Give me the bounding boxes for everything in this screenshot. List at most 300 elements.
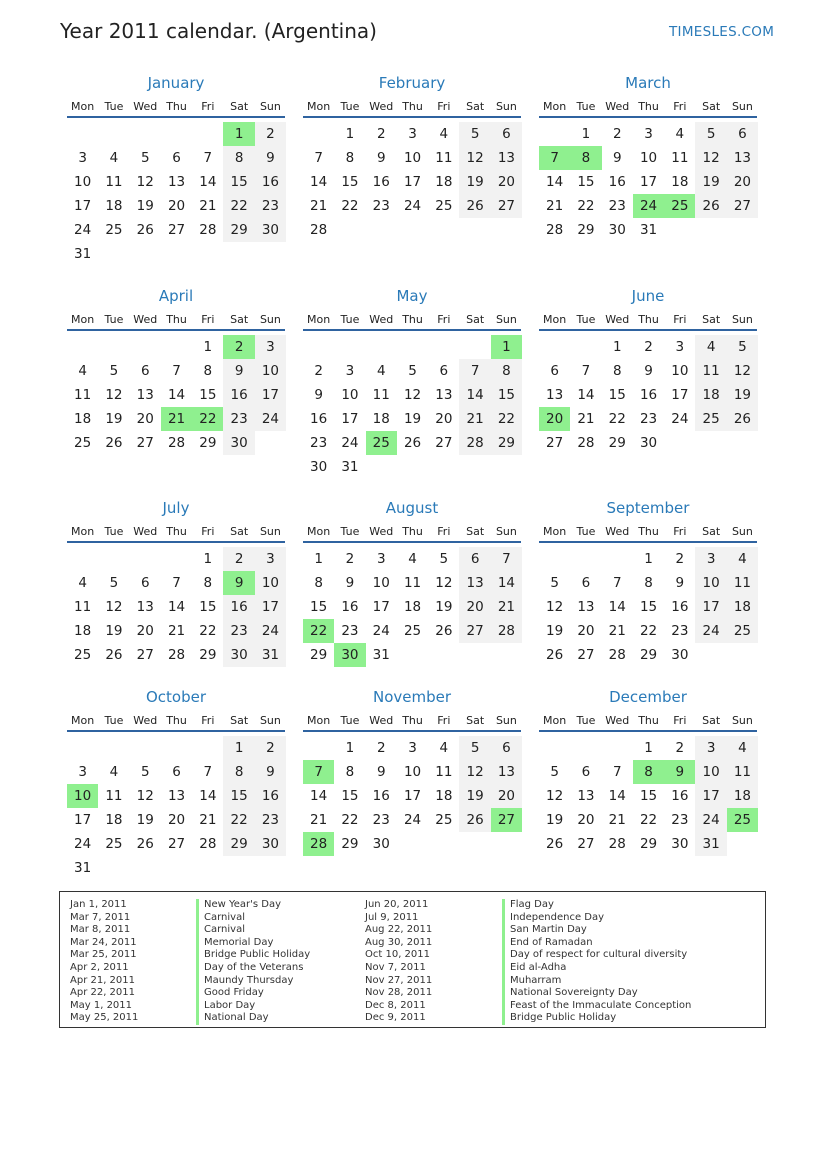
day-cell: 29 bbox=[199, 647, 217, 663]
weekday-label: Thu bbox=[166, 313, 187, 326]
weekday-label: Tue bbox=[340, 100, 360, 113]
empty-day bbox=[539, 335, 570, 359]
weekday-label: Sat bbox=[466, 313, 485, 326]
weekend-day-cell: 6 bbox=[491, 736, 522, 760]
day-cell: 12 bbox=[136, 788, 154, 804]
day-cell: 15 bbox=[577, 174, 595, 190]
weekend-day-cell: 11 bbox=[695, 359, 726, 383]
holiday-day-cell: 20 bbox=[539, 407, 570, 431]
day-cell: 1 bbox=[345, 740, 355, 756]
weekday-label: Sat bbox=[230, 714, 249, 727]
weekend-day-cell: 4 bbox=[727, 547, 758, 571]
day-cell: 19 bbox=[403, 411, 422, 427]
empty-day bbox=[397, 335, 428, 359]
month-name: July bbox=[162, 499, 190, 517]
day-cell: 8 bbox=[345, 764, 355, 780]
weekend-day-cell: 3 bbox=[255, 335, 286, 359]
weekday-label: Thu bbox=[166, 714, 187, 727]
holiday-day-cell: 21 bbox=[161, 407, 192, 431]
day-cell: 7 bbox=[612, 764, 622, 780]
holiday-name: Flag Day bbox=[502, 899, 691, 912]
holiday-date: Oct 10, 2011 bbox=[365, 949, 430, 961]
holiday-day-cell: 28 bbox=[303, 832, 334, 856]
day-cell: 13 bbox=[167, 788, 186, 804]
day-cell: 28 bbox=[167, 647, 186, 663]
day-cell: 1 bbox=[203, 551, 213, 567]
day-cell: 17 bbox=[671, 387, 689, 403]
day-cell: 11 bbox=[372, 387, 390, 403]
weekday-label: Wed bbox=[133, 525, 158, 538]
day-cell: 6 bbox=[172, 150, 181, 166]
weekday-label: Tue bbox=[576, 714, 596, 727]
weekend-day-cell: 9 bbox=[255, 760, 286, 784]
empty-day bbox=[161, 547, 192, 571]
day-cell: 24 bbox=[671, 411, 689, 427]
day-cell: 18 bbox=[671, 174, 689, 190]
day-cell: 3 bbox=[408, 126, 417, 142]
weekday-label: Thu bbox=[638, 100, 659, 113]
weekend-day-cell: 12 bbox=[695, 146, 726, 170]
day-cell: 28 bbox=[199, 836, 217, 852]
day-cell: 27 bbox=[167, 222, 186, 238]
day-cell: 3 bbox=[644, 126, 653, 142]
day-cell: 23 bbox=[341, 623, 359, 639]
day-grid bbox=[303, 122, 521, 242]
empty-day bbox=[570, 335, 601, 359]
day-cell: 15 bbox=[639, 788, 658, 804]
day-cell: 27 bbox=[136, 647, 154, 663]
month-august bbox=[303, 498, 521, 667]
holiday-date: Aug 30, 2011 bbox=[365, 936, 433, 948]
weekend-day-cell: 17 bbox=[695, 784, 726, 808]
day-cell: 3 bbox=[376, 551, 386, 567]
empty-day bbox=[130, 547, 161, 571]
weekend-day-cell: 15 bbox=[223, 170, 254, 194]
weekday-label: Wed bbox=[605, 714, 630, 727]
day-cell: 23 bbox=[372, 198, 390, 214]
day-cell: 26 bbox=[546, 836, 564, 852]
weekend-day-cell: 24 bbox=[695, 808, 726, 832]
weekend-day-cell: 20 bbox=[491, 170, 522, 194]
day-cell: 7 bbox=[314, 150, 323, 166]
weekday-header bbox=[539, 523, 757, 543]
weekday-label: Mon bbox=[71, 100, 95, 113]
weekend-day-cell: 17 bbox=[255, 383, 286, 407]
day-cell: 21 bbox=[310, 812, 328, 828]
holiday-day-cell: 22 bbox=[192, 407, 223, 431]
day-cell: 14 bbox=[199, 788, 217, 804]
weekday-label: Thu bbox=[166, 525, 187, 538]
day-cell: 21 bbox=[546, 198, 564, 214]
day-cell: 10 bbox=[74, 174, 92, 190]
weekday-label: Fri bbox=[437, 313, 451, 326]
weekend-day-cell: 16 bbox=[223, 383, 254, 407]
weekday-header bbox=[539, 311, 757, 331]
day-cell: 27 bbox=[546, 435, 564, 451]
day-cell: 23 bbox=[310, 435, 328, 451]
weekend-day-cell: 24 bbox=[695, 619, 726, 643]
day-cell: 14 bbox=[167, 599, 186, 615]
holiday-name: Carnival bbox=[196, 912, 310, 925]
day-cell: 25 bbox=[105, 836, 123, 852]
holiday-day-cell: 25 bbox=[366, 431, 397, 455]
weekday-label: Tue bbox=[576, 100, 596, 113]
empty-day bbox=[602, 736, 633, 760]
month-january bbox=[67, 73, 285, 266]
weekday-label: Tue bbox=[104, 525, 124, 538]
day-cell: 13 bbox=[435, 387, 453, 403]
day-cell: 17 bbox=[74, 198, 92, 214]
day-cell: 4 bbox=[376, 363, 386, 379]
day-grid bbox=[67, 547, 285, 667]
weekend-day-cell: 2 bbox=[255, 736, 286, 760]
weekend-day-cell: 30 bbox=[223, 643, 254, 667]
weekend-day-cell: 13 bbox=[727, 146, 758, 170]
day-cell: 12 bbox=[136, 174, 154, 190]
holiday-day-cell: 2 bbox=[223, 335, 254, 359]
empty-day bbox=[67, 335, 98, 359]
day-grid bbox=[539, 736, 757, 856]
weekend-day-cell: 10 bbox=[255, 571, 286, 595]
day-cell: 4 bbox=[675, 126, 685, 142]
weekday-label: Fri bbox=[201, 313, 215, 326]
day-cell: 14 bbox=[577, 387, 595, 403]
day-cell: 14 bbox=[608, 599, 626, 615]
weekday-header bbox=[67, 311, 285, 331]
holiday-date: Mar 7, 2011 bbox=[70, 911, 131, 923]
weekend-day-cell: 1 bbox=[223, 736, 254, 760]
day-cell: 18 bbox=[403, 599, 422, 615]
day-cell: 2 bbox=[345, 551, 355, 567]
weekend-day-cell: 7 bbox=[491, 547, 522, 571]
day-cell: 20 bbox=[435, 411, 453, 427]
weekend-day-cell: 15 bbox=[223, 784, 254, 808]
weekday-label: Wed bbox=[369, 100, 394, 113]
weekday-label: Thu bbox=[638, 525, 659, 538]
empty-day bbox=[130, 122, 161, 146]
weekend-day-cell: 19 bbox=[727, 383, 758, 407]
weekend-day-cell: 29 bbox=[223, 832, 254, 856]
empty-day bbox=[67, 736, 98, 760]
day-cell: 18 bbox=[435, 788, 453, 804]
day-cell: 21 bbox=[577, 411, 595, 427]
holiday-day-cell: 24 bbox=[633, 194, 664, 218]
month-name: January bbox=[147, 74, 205, 92]
weekend-day-cell: 5 bbox=[459, 122, 490, 146]
holiday-date: Apr 21, 2011 bbox=[70, 974, 136, 986]
day-cell: 27 bbox=[577, 647, 595, 663]
day-grid bbox=[539, 335, 757, 455]
day-cell: 23 bbox=[671, 812, 689, 828]
holiday-date: Nov 28, 2011 bbox=[365, 987, 433, 999]
holiday-name: National Day bbox=[196, 1012, 310, 1025]
month-name: May bbox=[396, 287, 428, 305]
day-cell: 9 bbox=[345, 575, 355, 591]
day-cell: 7 bbox=[203, 150, 213, 166]
day-cell: 16 bbox=[341, 599, 359, 615]
day-cell: 10 bbox=[372, 575, 390, 591]
day-cell: 26 bbox=[403, 435, 422, 451]
weekday-label: Fri bbox=[673, 100, 687, 113]
day-cell: 3 bbox=[78, 764, 87, 780]
day-cell: 18 bbox=[105, 198, 123, 214]
day-cell: 19 bbox=[546, 812, 564, 828]
month-may bbox=[303, 286, 521, 479]
weekend-day-cell: 26 bbox=[695, 194, 726, 218]
weekend-day-cell: 26 bbox=[459, 808, 490, 832]
day-cell: 31 bbox=[74, 246, 92, 262]
site-link[interactable]: TIMESLES.COM bbox=[669, 24, 775, 40]
weekend-day-cell: 19 bbox=[459, 170, 490, 194]
holiday-name: Labor Day bbox=[196, 1000, 310, 1013]
weekday-label: Sat bbox=[702, 525, 721, 538]
holiday-day-cell: 9 bbox=[223, 571, 254, 595]
day-cell: 6 bbox=[550, 363, 559, 379]
day-cell: 15 bbox=[639, 599, 658, 615]
weekday-label: Sat bbox=[702, 714, 721, 727]
weekday-header bbox=[303, 712, 521, 732]
holiday-day-cell: 30 bbox=[334, 643, 365, 667]
weekend-day-cell: 24 bbox=[255, 619, 286, 643]
month-september bbox=[539, 498, 757, 667]
day-cell: 17 bbox=[403, 174, 422, 190]
weekday-label: Thu bbox=[402, 313, 423, 326]
day-cell: 18 bbox=[105, 812, 123, 828]
day-cell: 19 bbox=[105, 411, 123, 427]
weekend-day-cell: 8 bbox=[491, 359, 522, 383]
weekday-label: Mon bbox=[71, 714, 95, 727]
day-cell: 4 bbox=[109, 764, 119, 780]
weekend-day-cell: 14 bbox=[459, 383, 490, 407]
holiday-day-cell: 7 bbox=[303, 760, 334, 784]
weekend-day-cell: 19 bbox=[695, 170, 726, 194]
day-cell: 16 bbox=[608, 174, 626, 190]
day-cell: 16 bbox=[639, 387, 658, 403]
weekend-day-cell: 18 bbox=[727, 784, 758, 808]
month-november bbox=[303, 687, 521, 856]
holiday-dates-left bbox=[70, 899, 138, 1025]
weekday-label: Tue bbox=[104, 100, 124, 113]
holiday-day-cell: 9 bbox=[664, 760, 695, 784]
day-cell: 11 bbox=[435, 150, 453, 166]
holiday-date: May 25, 2011 bbox=[70, 1012, 139, 1024]
weekday-header bbox=[303, 311, 521, 331]
day-cell: 10 bbox=[341, 387, 359, 403]
day-cell: 11 bbox=[105, 174, 123, 190]
day-cell: 29 bbox=[639, 647, 658, 663]
day-cell: 7 bbox=[203, 764, 213, 780]
holiday-day-cell: 22 bbox=[303, 619, 334, 643]
day-cell: 16 bbox=[671, 599, 689, 615]
empty-day bbox=[570, 547, 601, 571]
day-cell: 8 bbox=[203, 363, 213, 379]
day-cell: 13 bbox=[577, 788, 595, 804]
holiday-name: Eid al-Adha bbox=[502, 962, 691, 975]
weekend-day-cell: 18 bbox=[727, 595, 758, 619]
holiday-name: Day of respect for cultural diversity bbox=[502, 949, 691, 962]
holiday-date: Mar 8, 2011 bbox=[70, 924, 131, 936]
holiday-date: Dec 9, 2011 bbox=[365, 1012, 426, 1024]
empty-day bbox=[303, 736, 334, 760]
weekday-label: Mon bbox=[307, 100, 331, 113]
day-cell: 1 bbox=[345, 126, 355, 142]
day-cell: 7 bbox=[581, 363, 591, 379]
day-cell: 29 bbox=[577, 222, 595, 238]
day-cell: 30 bbox=[671, 647, 689, 663]
holiday-day-cell: 25 bbox=[664, 194, 695, 218]
weekend-day-cell: 26 bbox=[459, 194, 490, 218]
weekday-label: Sat bbox=[230, 525, 249, 538]
day-cell: 28 bbox=[310, 222, 328, 238]
month-october bbox=[67, 687, 285, 880]
day-cell: 25 bbox=[74, 435, 92, 451]
weekday-label: Tue bbox=[576, 313, 596, 326]
holiday-date: Dec 8, 2011 bbox=[365, 999, 426, 1011]
day-cell: 1 bbox=[314, 551, 323, 567]
day-cell: 18 bbox=[372, 411, 390, 427]
holiday-day-cell: 27 bbox=[491, 808, 522, 832]
day-cell: 29 bbox=[608, 435, 626, 451]
day-cell: 7 bbox=[172, 363, 181, 379]
day-cell: 13 bbox=[136, 599, 154, 615]
day-cell: 31 bbox=[74, 860, 92, 876]
weekend-day-cell: 6 bbox=[727, 122, 758, 146]
day-cell: 1 bbox=[203, 339, 213, 355]
empty-day bbox=[67, 547, 98, 571]
month-february bbox=[303, 73, 521, 242]
weekday-label: Sun bbox=[731, 714, 753, 727]
day-cell: 8 bbox=[314, 575, 323, 591]
empty-day bbox=[459, 335, 490, 359]
day-grid bbox=[67, 122, 285, 266]
holiday-day-cell: 8 bbox=[633, 760, 664, 784]
weekend-day-cell: 30 bbox=[223, 431, 254, 455]
weekend-day-cell: 22 bbox=[223, 808, 254, 832]
day-cell: 3 bbox=[78, 150, 87, 166]
weekday-label: Thu bbox=[402, 100, 423, 113]
day-cell: 13 bbox=[546, 387, 564, 403]
day-cell: 8 bbox=[612, 363, 622, 379]
holiday-day-cell: 25 bbox=[727, 808, 758, 832]
weekend-day-cell: 5 bbox=[459, 736, 490, 760]
day-cell: 1 bbox=[644, 551, 653, 567]
day-cell: 10 bbox=[671, 363, 689, 379]
month-name: March bbox=[625, 74, 671, 92]
empty-day bbox=[98, 736, 129, 760]
day-cell: 27 bbox=[435, 435, 453, 451]
month-name: September bbox=[606, 499, 690, 517]
day-cell: 20 bbox=[136, 411, 154, 427]
day-cell: 15 bbox=[341, 174, 359, 190]
weekend-day-cell: 22 bbox=[491, 407, 522, 431]
weekday-label: Sun bbox=[495, 714, 517, 727]
day-cell: 25 bbox=[435, 812, 453, 828]
day-cell: 23 bbox=[372, 812, 390, 828]
day-cell: 3 bbox=[675, 339, 685, 355]
day-cell: 22 bbox=[639, 812, 658, 828]
day-cell: 5 bbox=[140, 764, 150, 780]
day-cell: 7 bbox=[612, 575, 622, 591]
day-cell: 12 bbox=[546, 788, 564, 804]
weekday-header bbox=[67, 712, 285, 732]
weekend-day-cell: 21 bbox=[459, 407, 490, 431]
weekday-label: Sat bbox=[230, 100, 249, 113]
month-name: October bbox=[145, 688, 207, 706]
empty-day bbox=[161, 736, 192, 760]
day-cell: 11 bbox=[671, 150, 689, 166]
weekday-label: Thu bbox=[638, 714, 659, 727]
day-cell: 14 bbox=[310, 174, 328, 190]
holiday-name: Good Friday bbox=[196, 987, 310, 1000]
holiday-date: Jan 1, 2011 bbox=[70, 899, 127, 910]
weekend-day-cell: 29 bbox=[223, 218, 254, 242]
day-cell: 22 bbox=[341, 198, 359, 214]
weekend-day-cell: 27 bbox=[491, 194, 522, 218]
holiday-name: Maundy Thursday bbox=[196, 975, 310, 988]
month-june bbox=[539, 286, 757, 455]
weekend-day-cell: 21 bbox=[491, 595, 522, 619]
weekday-label: Mon bbox=[307, 313, 331, 326]
weekday-header bbox=[539, 712, 757, 732]
day-cell: 16 bbox=[372, 174, 390, 190]
weekday-label: Sat bbox=[702, 100, 721, 113]
day-cell: 6 bbox=[140, 575, 150, 591]
weekday-label: Mon bbox=[543, 525, 567, 538]
day-grid bbox=[539, 122, 757, 242]
weekend-day-cell: 3 bbox=[255, 547, 286, 571]
day-cell: 3 bbox=[345, 363, 355, 379]
weekday-header bbox=[303, 98, 521, 118]
day-cell: 4 bbox=[408, 551, 417, 567]
day-grid bbox=[303, 335, 521, 479]
day-cell: 30 bbox=[608, 222, 626, 238]
weekday-label: Fri bbox=[201, 525, 215, 538]
holiday-name: Feast of the Immaculate Conception bbox=[502, 1000, 691, 1013]
day-cell: 15 bbox=[310, 599, 328, 615]
weekend-day-cell: 26 bbox=[727, 407, 758, 431]
day-cell: 12 bbox=[105, 599, 123, 615]
day-cell: 11 bbox=[74, 599, 92, 615]
day-cell: 24 bbox=[74, 222, 92, 238]
day-cell: 15 bbox=[341, 788, 359, 804]
weekend-day-cell: 12 bbox=[459, 760, 490, 784]
day-cell: 14 bbox=[546, 174, 564, 190]
weekday-label: Thu bbox=[638, 313, 659, 326]
weekday-label: Sun bbox=[731, 313, 753, 326]
weekday-label: Wed bbox=[605, 313, 630, 326]
weekend-day-cell: 19 bbox=[459, 784, 490, 808]
weekday-label: Sun bbox=[259, 525, 281, 538]
weekend-day-cell: 5 bbox=[695, 122, 726, 146]
weekend-day-cell: 6 bbox=[459, 547, 490, 571]
day-cell: 2 bbox=[675, 551, 685, 567]
weekday-label: Wed bbox=[369, 714, 394, 727]
day-cell: 30 bbox=[671, 836, 689, 852]
weekend-day-cell: 12 bbox=[459, 146, 490, 170]
weekend-day-cell: 24 bbox=[255, 407, 286, 431]
day-cell: 26 bbox=[136, 222, 154, 238]
day-cell: 10 bbox=[403, 150, 422, 166]
day-cell: 17 bbox=[639, 174, 658, 190]
weekday-label: Tue bbox=[340, 313, 360, 326]
day-cell: 10 bbox=[639, 150, 658, 166]
day-cell: 8 bbox=[203, 575, 213, 591]
day-cell: 2 bbox=[314, 363, 323, 379]
day-cell: 22 bbox=[608, 411, 626, 427]
day-cell: 8 bbox=[345, 150, 355, 166]
weekend-day-cell: 7 bbox=[459, 359, 490, 383]
weekend-day-cell: 4 bbox=[695, 335, 726, 359]
